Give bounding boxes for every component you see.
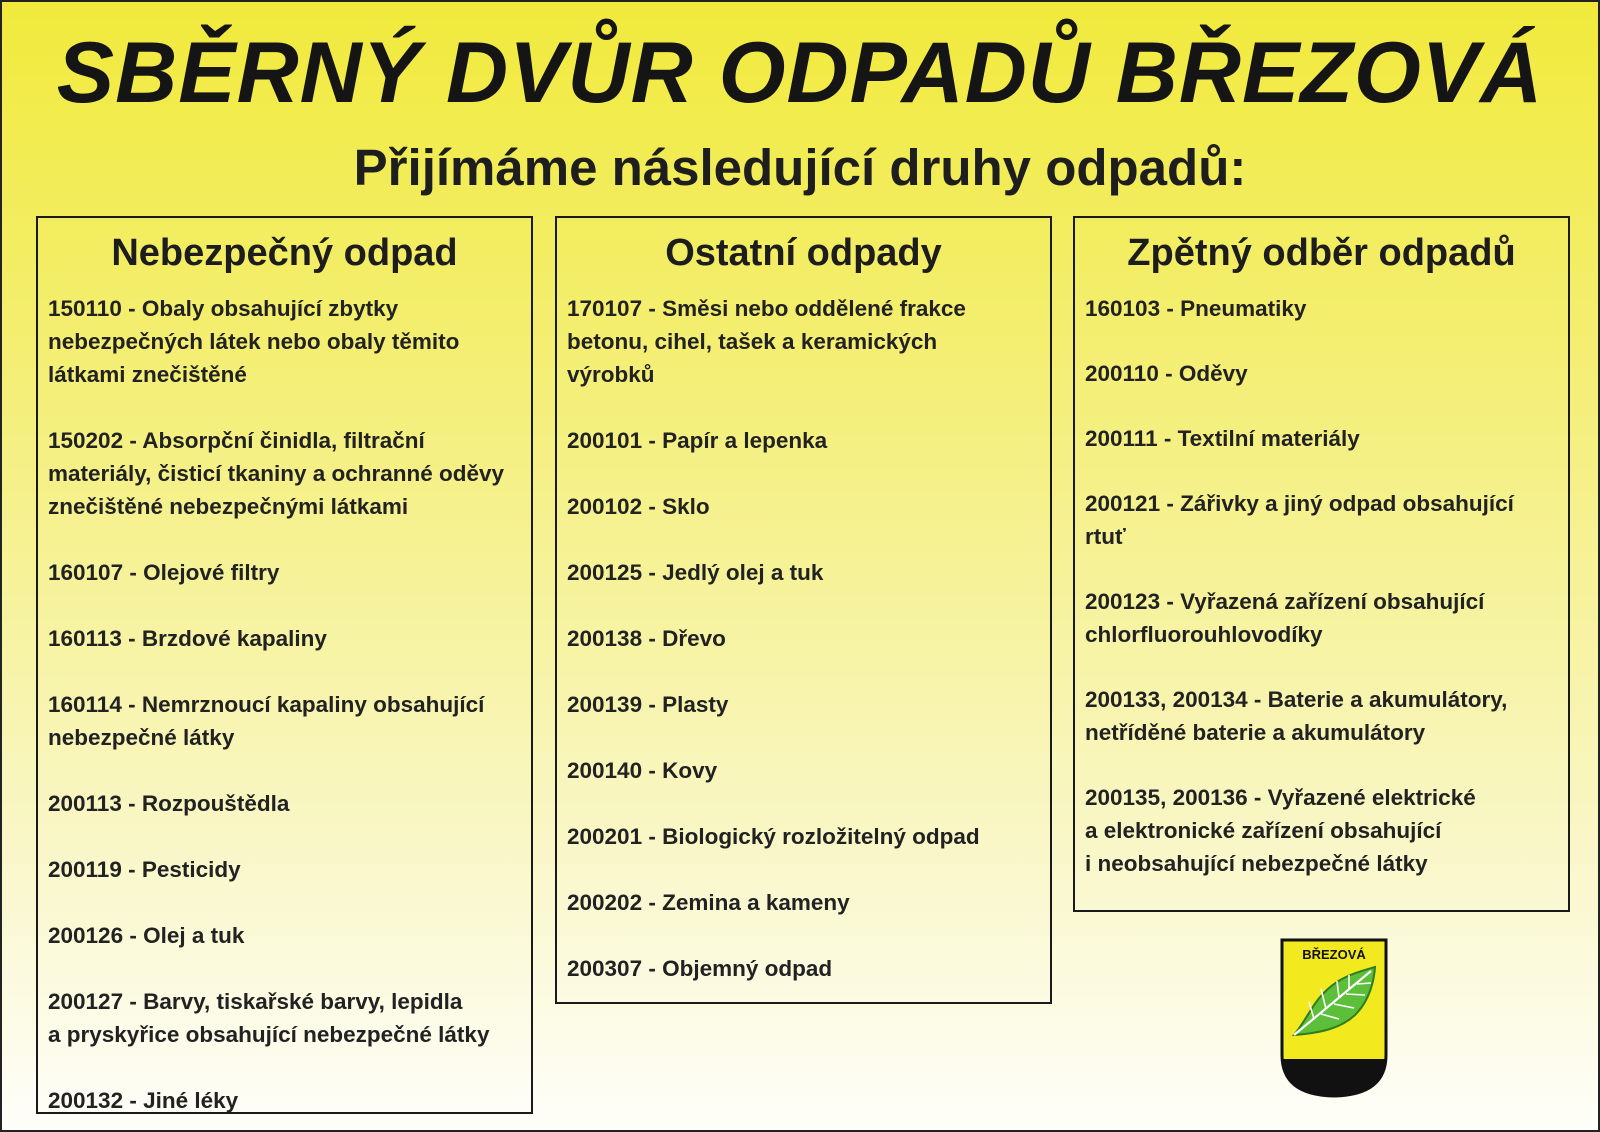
waste-item xyxy=(48,1084,521,1117)
waste-item-line: 200140 - Kovy xyxy=(567,757,718,783)
waste-item xyxy=(1085,683,1558,749)
waste-item-line: a pryskyřice obsahující nebezpečné látky xyxy=(48,1021,490,1047)
waste-item-line: 160103 - Pneumatiky xyxy=(1085,295,1307,321)
waste-item-line: 200126 - Olej a tuk xyxy=(48,922,245,948)
waste-item-line: 200101 - Papír a lepenka xyxy=(567,427,828,453)
waste-item-line: 170107 - Směsi nebo oddělené frakce xyxy=(567,295,966,321)
column-heading: Ostatní odpady xyxy=(665,232,942,274)
column-other-waste xyxy=(555,216,1052,1004)
column-heading: Zpětný odběr odpadů xyxy=(1127,232,1516,274)
waste-item-line: 200133, 200134 - Baterie a akumulátory, xyxy=(1085,686,1508,712)
waste-list xyxy=(1085,292,1558,880)
waste-item xyxy=(567,424,1040,457)
waste-item-line: 160107 - Olejové filtry xyxy=(48,559,280,585)
waste-item xyxy=(1085,422,1558,455)
waste-item xyxy=(567,754,1040,787)
waste-item-line: i neobsahující nebezpečné látky xyxy=(1085,850,1428,876)
waste-item-line: chlorfluorouhlovodíky xyxy=(1085,621,1323,647)
waste-item xyxy=(567,622,1040,655)
waste-item-line: 200113 - Rozpouštědla xyxy=(48,790,290,816)
waste-item xyxy=(1085,585,1558,651)
waste-item-line: 200121 - Zářivky a jiný odpad obsahující xyxy=(1085,490,1514,516)
waste-list xyxy=(567,292,1040,985)
waste-item-line: betonu, cihel, tašek a keramických xyxy=(567,328,938,354)
waste-item xyxy=(567,820,1040,853)
waste-item-line: 200111 - Textilní materiály xyxy=(1085,425,1360,451)
waste-item-line: 160113 - Brzdové kapaliny xyxy=(48,625,327,651)
waste-item-line: znečištěné nebezpečnými látkami xyxy=(48,493,409,519)
waste-item xyxy=(567,886,1040,919)
waste-item xyxy=(1085,292,1558,325)
waste-item-line: rtuť xyxy=(1085,523,1126,549)
brezova-coat-of-arms xyxy=(1279,937,1389,1099)
waste-list xyxy=(48,292,521,1117)
waste-item-line: nebezpečné látky xyxy=(48,724,235,750)
waste-item-line: 200127 - Barvy, tiskařské barvy, lepidla xyxy=(48,988,463,1014)
waste-item xyxy=(567,556,1040,589)
waste-item xyxy=(1085,781,1558,880)
waste-item-line: 200132 - Jiné léky xyxy=(48,1087,239,1113)
crest-label: BŘEZOVÁ xyxy=(1302,947,1366,962)
waste-item xyxy=(48,292,521,391)
waste-item-line: 200138 - Dřevo xyxy=(567,625,726,651)
waste-item-line: látkami znečištěné xyxy=(48,361,247,387)
waste-item-line: 200125 - Jedlý olej a tuk xyxy=(567,559,824,585)
waste-item-line: netříděné baterie a akumulátory xyxy=(1085,719,1426,745)
waste-item xyxy=(48,424,521,523)
waste-item xyxy=(48,556,521,589)
waste-item xyxy=(48,853,521,886)
page-title: SBĚRNÝ DVŮR ODPADŮ BŘEZOVÁ xyxy=(56,25,1544,121)
waste-item-line: 200102 - Sklo xyxy=(567,493,710,519)
waste-item-line: materiály, čisticí tkaniny a ochranné oděvy xyxy=(48,460,505,486)
waste-item-line: 200201 - Biologický rozložitelný odpad xyxy=(567,823,980,849)
waste-item-line: 150202 - Absorpční činidla, filtrační xyxy=(48,427,425,453)
waste-item xyxy=(48,985,521,1051)
waste-item xyxy=(48,688,521,754)
waste-item-line: výrobků xyxy=(567,361,655,387)
waste-item-line: 150110 - Obaly obsahující zbytky xyxy=(48,295,399,321)
waste-item xyxy=(48,622,521,655)
waste-item xyxy=(567,292,1040,391)
waste-item-line: 200123 - Vyřazená zařízení obsahující xyxy=(1085,588,1485,614)
column-hazardous-waste xyxy=(36,216,533,1114)
waste-item-line: a elektronické zařízení obsahující xyxy=(1085,817,1442,843)
waste-item-line: 200135, 200136 - Vyřazené elektrické xyxy=(1085,784,1476,810)
waste-item-line: 200202 - Zemina a kameny xyxy=(567,889,850,915)
waste-item-line: 160114 - Nemrznoucí kapaliny obsahující xyxy=(48,691,485,717)
waste-item xyxy=(567,952,1040,985)
waste-item-line: 200119 - Pesticidy xyxy=(48,856,241,882)
waste-item xyxy=(48,787,521,820)
page-subtitle: Přijímáme následující druhy odpadů: xyxy=(353,139,1247,196)
waste-item xyxy=(567,490,1040,523)
waste-item-line: 200307 - Objemný odpad xyxy=(567,955,833,981)
waste-item xyxy=(1085,357,1558,390)
waste-item xyxy=(48,919,521,952)
waste-item xyxy=(1085,487,1558,553)
column-heading: Nebezpečný odpad xyxy=(111,232,458,274)
waste-item-line: 200139 - Plasty xyxy=(567,691,729,717)
waste-item-line: 200110 - Oděvy xyxy=(1085,360,1248,386)
waste-item xyxy=(567,688,1040,721)
column-take-back-waste xyxy=(1073,216,1570,912)
waste-item-line: nebezpečných látek nebo obaly těmito xyxy=(48,328,460,354)
